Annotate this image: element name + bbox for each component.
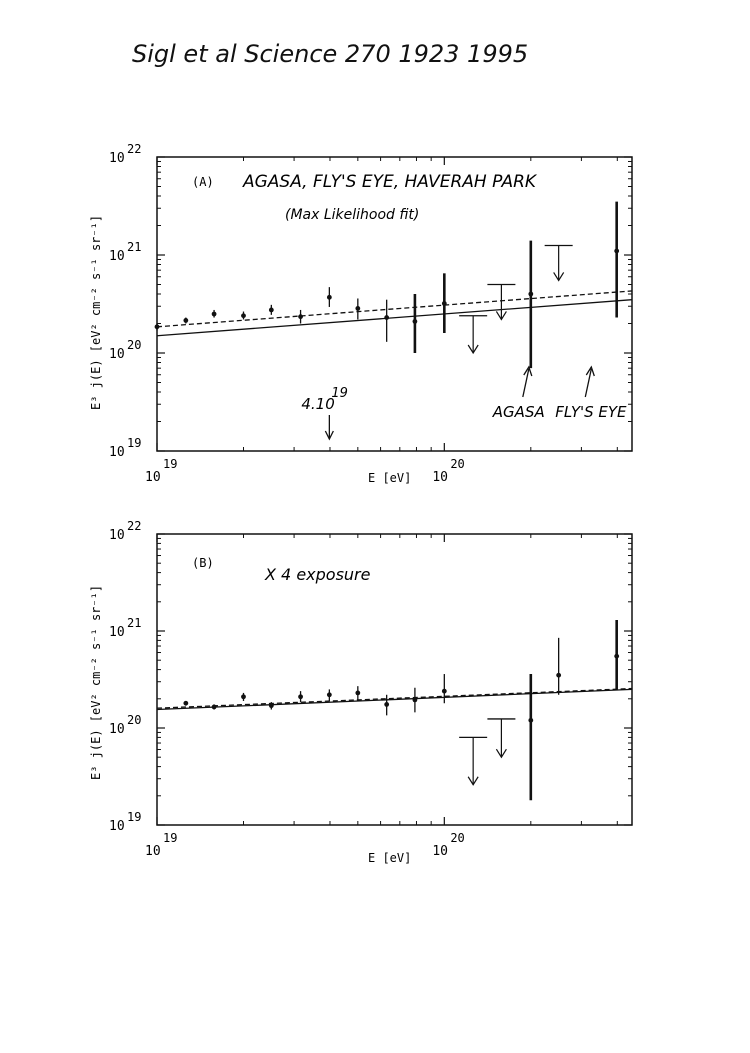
panel-label: (B) <box>192 556 214 570</box>
panel-label: (A) <box>192 175 214 189</box>
data-point <box>442 689 447 694</box>
data-point <box>614 249 619 254</box>
data-point <box>241 313 246 318</box>
data-point <box>269 703 274 708</box>
y-tick-label: 10 <box>109 722 125 737</box>
experiment-label: FLY'S EYE <box>555 403 627 421</box>
chart-panel-a <box>89 142 632 485</box>
y-axis-label: E³ j(E) [eV² cm⁻² s⁻¹ sr⁻¹] <box>89 214 103 410</box>
data-point <box>269 308 274 313</box>
panel-annotation-2: (Max Likelihood fit) <box>285 207 420 223</box>
data-point <box>355 691 360 696</box>
panel-annotation: X 4 exposure <box>265 565 371 584</box>
data-point <box>355 306 360 311</box>
fit-line-solid <box>157 300 632 336</box>
x-tick-label-exponent: 20 <box>450 457 465 471</box>
fit-line-dashed <box>157 291 632 327</box>
x-axis-label: E [eV] <box>368 851 412 865</box>
data-point <box>413 697 418 702</box>
y-tick-label-exponent: 19 <box>127 810 142 824</box>
fit-line-dashed <box>157 689 632 709</box>
data-point <box>298 314 303 319</box>
y-tick-label-exponent: 21 <box>127 240 142 254</box>
data-point <box>298 694 303 699</box>
data-point <box>183 701 188 706</box>
experiment-arrow <box>585 369 591 397</box>
y-tick-label-exponent: 20 <box>127 338 142 352</box>
data-point <box>327 295 332 300</box>
y-axis-label: E³ j(E) [eV² cm⁻² s⁻¹ sr⁻¹] <box>89 584 103 780</box>
y-tick-label-exponent: 21 <box>127 616 142 630</box>
data-point <box>384 702 389 707</box>
x-tick-label-exponent: 19 <box>163 457 178 471</box>
data-point <box>155 324 160 329</box>
y-tick-label-exponent: 19 <box>127 436 142 450</box>
data-point <box>614 654 619 659</box>
x-tick-label: 10 <box>145 844 161 859</box>
plot-frame <box>157 534 632 825</box>
x-axis-label: E [eV] <box>368 471 412 485</box>
y-tick-label: 10 <box>109 151 125 166</box>
plot-marks <box>109 519 632 859</box>
y-tick-label: 10 <box>109 249 125 264</box>
data-point <box>384 315 389 320</box>
data-point <box>212 705 217 710</box>
x-tick-label: 10 <box>432 844 448 859</box>
chart-panel-b <box>89 519 632 865</box>
data-point <box>327 692 332 697</box>
y-tick-label: 10 <box>109 347 125 362</box>
x-tick-label-exponent: 19 <box>163 831 178 845</box>
plot-marks <box>109 142 632 485</box>
data-point <box>241 694 246 699</box>
data-point <box>528 292 533 297</box>
x-tick-label: 10 <box>432 470 448 485</box>
y-tick-label: 10 <box>109 528 125 543</box>
data-point <box>183 318 188 323</box>
energy-mark-label: 4.10 <box>301 395 335 413</box>
y-tick-label-exponent: 22 <box>127 142 142 156</box>
data-point <box>528 718 533 723</box>
y-tick-label: 10 <box>109 625 125 640</box>
x-tick-label-exponent: 20 <box>450 831 465 845</box>
panel-annotation: AGASA, FLY'S EYE, HAVERAH PARK <box>243 172 537 192</box>
citation-header: Sigl et al Science 270 1923 1995 <box>132 40 529 68</box>
experiment-arrow <box>523 369 529 397</box>
y-tick-label: 10 <box>109 445 125 460</box>
x-tick-label: 10 <box>145 470 161 485</box>
fit-line-solid <box>157 689 632 709</box>
y-tick-label: 10 <box>109 819 125 834</box>
data-point <box>442 301 447 306</box>
data-point <box>413 319 418 324</box>
energy-mark-exponent: 19 <box>331 386 348 401</box>
y-tick-label-exponent: 20 <box>127 713 142 727</box>
y-tick-label-exponent: 22 <box>127 519 142 533</box>
data-point <box>556 673 561 678</box>
experiment-label: AGASA <box>492 403 545 421</box>
data-point <box>212 312 217 317</box>
